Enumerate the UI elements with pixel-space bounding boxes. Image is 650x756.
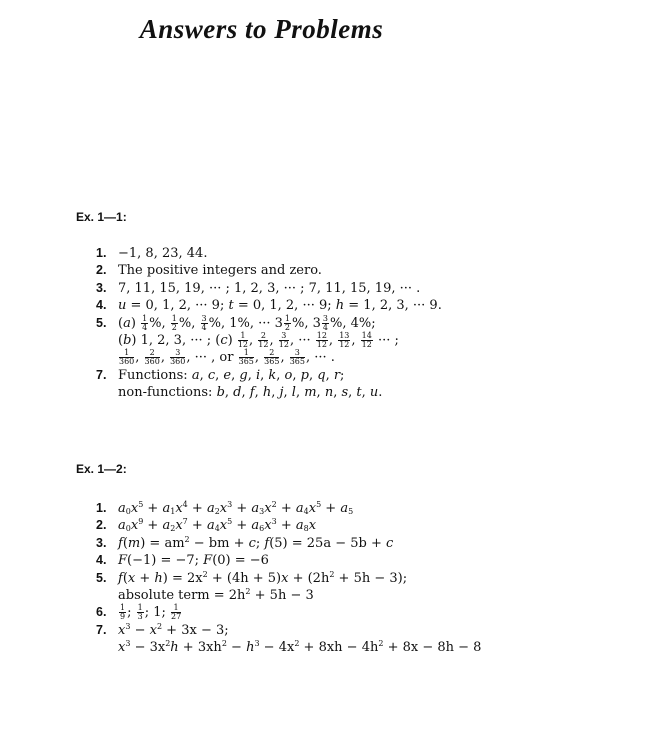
answer-text: (b) 1, 2, 3, ··· ; (c) $\frac{1}{12}$ , $\frac{2}{12}$ , $\frac{3}{12}$ , ··· $\frac{12}{12}$ , $\frac{13}{12}$ , $\frac{14}{12}$ ··· ; <box>118 330 399 349</box>
answer-item <box>96 367 442 384</box>
answer-item <box>96 622 481 639</box>
section-heading-ex-1-2: Ex. 1—2: <box>76 462 127 476</box>
answer-text: −1, 8, 23, 44. <box>118 246 208 261</box>
page-title: Answers to Problems <box>139 14 384 44</box>
item-number: 4. <box>96 553 107 568</box>
answer-continuation <box>96 332 442 349</box>
answer-text: $x^3 - 3x^2h + 3xh^2 - h^3 - 4x^2 + 8xh - 4h^2 + 8x - 8h - 8$ <box>118 639 482 656</box>
answer-item <box>96 535 481 552</box>
item-number: 7. <box>96 622 107 637</box>
answer-text: absolute term = $2h^2 + 5h - 3$ <box>118 586 314 603</box>
section-heading-ex-1-1: Ex. 1—1: <box>76 210 127 224</box>
answer-text: $\frac{1}{9}$ ; $\frac{1}{3}$ ; 1; $\frac{1}{27}$ <box>120 603 182 622</box>
answer-item <box>96 517 481 534</box>
answer-item <box>96 297 442 314</box>
answer-item <box>96 262 442 279</box>
answer-item <box>96 552 481 569</box>
item-number: 7. <box>96 367 107 382</box>
answer-text: F(−1) = −7; F(0) = −6 <box>118 553 269 569</box>
item-number: 3. <box>96 280 107 295</box>
answer-item <box>96 280 442 297</box>
answer-item <box>96 500 481 517</box>
item-number: 1. <box>96 501 107 515</box>
item-number: 6. <box>96 605 107 620</box>
answer-item <box>96 604 481 621</box>
answer-continuation <box>96 587 481 604</box>
answer-text: 7, 11, 15, 19, ··· ; 1, 2, 3, ··· ; 7, 11, 15, 19, ··· . <box>118 280 421 296</box>
answer-text: $a_0x^5 + a_1x^4 + a_2x^3 + a_3x^2 + a_4x^5 + a_5$ <box>118 500 354 516</box>
answer-text: (a) $\frac{1}{4}$ %, $\frac{1}{2}$ %, $\frac{3}{4}$ %, 1%, ··· 3 $\frac{1}{2}$ %, 3 $\frac{3}{4}$ %, 4%; <box>118 313 376 332</box>
item-number: 3. <box>96 535 107 550</box>
answer-list-ex-1-1 <box>96 245 442 402</box>
answer-continuation <box>96 639 481 656</box>
answer-item <box>96 570 481 587</box>
item-number: 1. <box>96 246 107 260</box>
item-number: 5. <box>96 315 107 330</box>
item-number: 2. <box>96 518 107 533</box>
answer-continuation <box>96 384 442 401</box>
answer-item <box>96 315 442 332</box>
answer-text: $\frac{1}{360}$ , $\frac{2}{360}$ , $\frac{3}{360}$ , ··· , or $\frac{1}{365}$ , $\frac{2}{365}$ , $\frac{3}{365}$ , ··· . <box>119 348 335 367</box>
answer-list-ex-1-2 <box>96 500 481 657</box>
item-number: 2. <box>96 263 107 278</box>
item-number: 4. <box>96 298 107 313</box>
answer-text: $x^3 - x^2 + 3x - 3$; <box>118 621 229 638</box>
answer-continuation <box>96 349 442 366</box>
item-number: 5. <box>96 570 107 585</box>
answer-text: The positive integers and zero. <box>118 263 322 279</box>
answer-text: u = 0, 1, 2, ··· 9; t = 0, 1, 2, ··· 9; h = 1, 2, 3, ··· 9. <box>118 298 442 314</box>
answer-text: non-functions: b, d, f, h, j, l, m, n, s, t, u. <box>118 385 383 401</box>
answer-text: $f(x + h) = 2x^2 + (4h + 5)x + (2h^2 + 5h - 3)$; <box>118 569 408 586</box>
answer-text: Functions: a, c, e, g, i, k, o, p, q, r; <box>118 367 345 383</box>
answer-text: $f(m) = am^2$ − bm + c; f(5) = 25a − 5b + c <box>118 534 394 551</box>
answer-item <box>96 245 442 262</box>
answer-text: $a_0x^9 + a_2x^7 + a_4x^5 + a_6x^3 + a_8x$ <box>118 517 317 534</box>
